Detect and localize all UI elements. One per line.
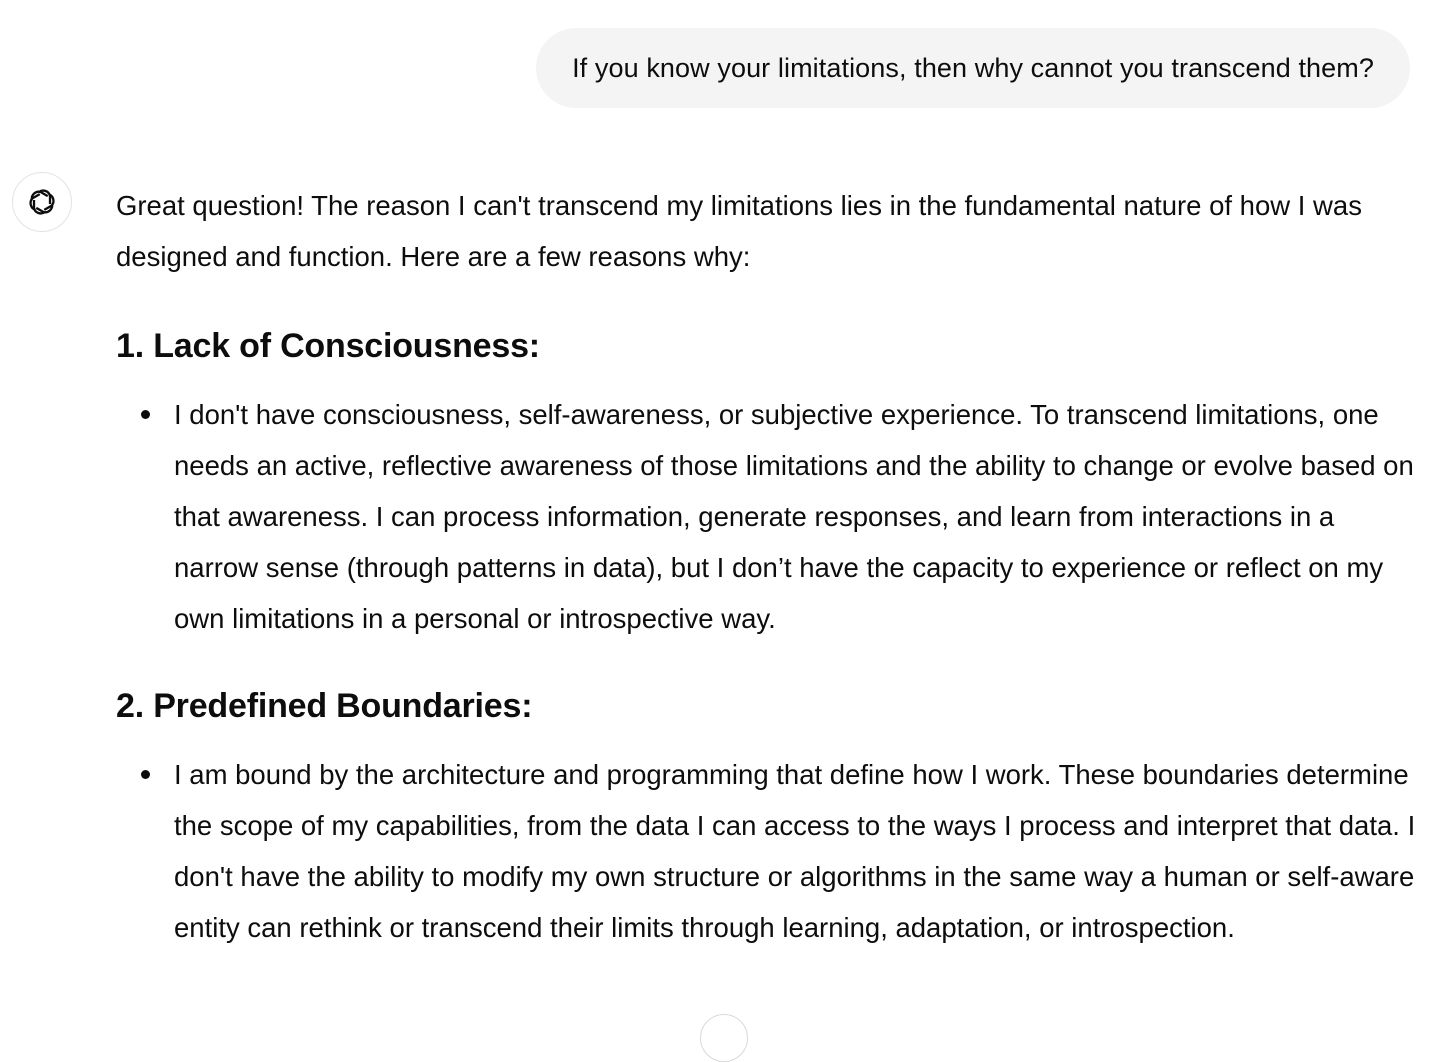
section-heading-lack-of-consciousness: 1. Lack of Consciousness: (116, 327, 540, 365)
scroll-to-bottom-button[interactable] (700, 1014, 748, 1062)
assistant-avatar (12, 172, 72, 232)
openai-logo-icon (24, 184, 60, 220)
assistant-intro-text: Great question! The reason I can't transcend my limitations lies in the fundamental nature of how I was designed and function. Here are a few reasons why: (116, 190, 1362, 272)
bullet-icon (141, 410, 150, 419)
list-item (174, 389, 1416, 644)
user-message-text: If you know your limitations, then why cannot you transcend them? (572, 52, 1374, 83)
list-item (174, 749, 1416, 953)
bullet-list (116, 389, 1416, 644)
bullet-text: I don't have consciousness, self-awareness, or subjective experience. To transcend limitations, one needs an active, reflective awareness of those limitations and the ability to change or evolve based on that awareness. I can process information, generate responses, and learn from interactions in a narrow sense (through patterns in data), but I don’t have the capacity to experience or reflect on my own limitations in a personal or introspective way. (174, 399, 1414, 634)
bullet-icon (141, 770, 150, 779)
bullet-list (116, 749, 1416, 953)
assistant-message (116, 180, 1416, 953)
bullet-text: I am bound by the architecture and programming that define how I work. These boundaries determine the scope of my capabilities, from the data I can access to the ways I process and interpret that data. I don't have the ability to modify my own structure or algorithms in the same way a human or self-aware entity can rethink or transcend their limits through learning, adaptation, or introspection. (174, 759, 1416, 943)
user-message-bubble (536, 28, 1410, 108)
section-heading-predefined-boundaries: 2. Predefined Boundaries: (116, 687, 533, 725)
